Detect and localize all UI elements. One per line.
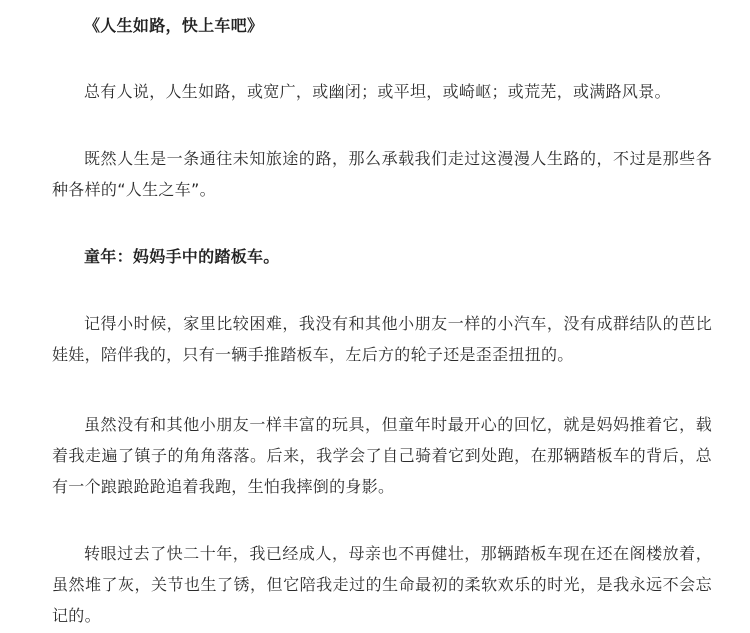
paragraph-intro: 总有人说，人生如路，或宽广，或幽闭；或平坦，或崎岖；或荒芜，或满路风景。	[84, 82, 671, 101]
paragraph-childhood-memory: 记得小时候，家里比较困难，我没有和其他小朋友一样的小汽车，没有成群结队的芭比娃娃，陪伴我的，只有一辆手推踏板车，左后方的轮子还是歪歪扭扭的。	[52, 314, 712, 364]
paragraph-mother-pushing: 虽然没有和其他小朋友一样丰富的玩具，但童年时最开心的回忆，就是妈妈推着它，载着我走遍了镇子的角角落落。后来，我学会了自己骑着它到处跑，在那辆踏板车的背后，总有一个踉踉跄跄追着我跑，生怕我摔倒的身影。	[52, 415, 712, 496]
section-heading-childhood: 童年：妈妈手中的踏板车。	[84, 247, 280, 266]
article-body	[52, 10, 712, 631]
paragraph-twenty-years: 转眼过去了快二十年，我已经成人，母亲也不再健壮，那辆踏板车现在还在阁楼放着，虽然堆了灰，关节也生了锈，但它陪我走过的生命最初的柔软欢乐的时光，是我永远不会忘记的。	[52, 544, 712, 625]
article-title: 《人生如路，快上车吧》	[84, 16, 264, 35]
paragraph-life-car: 既然人生是一条通往未知旅途的路，那么承载我们走过这漫漫人生路的，不过是那些各种各样的“人生之车”。	[52, 149, 712, 199]
